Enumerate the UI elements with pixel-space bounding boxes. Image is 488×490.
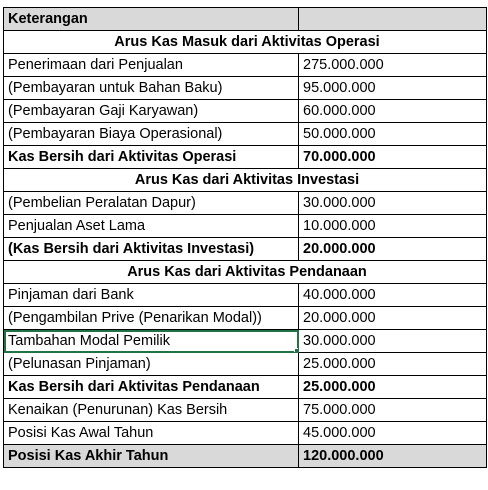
value-cell[interactable]: 45.000.000 [299,422,487,445]
value-cell[interactable]: 95.000.000 [299,77,487,100]
cash-flow-table [3,7,487,468]
subtotal-row [4,238,487,261]
fill-handle[interactable] [294,348,299,353]
subtotal-row [4,376,487,399]
header-row [4,8,487,31]
label-cell[interactable]: (Pembayaran untuk Bahan Baku) [4,77,299,100]
section-header-cell[interactable]: Arus Kas dari Aktivitas Pendanaan [4,261,487,284]
table-row [4,353,487,376]
table-row [4,307,487,330]
label-cell[interactable]: Penerimaan dari Penjualan [4,54,299,77]
table-row [4,284,487,307]
table-row [4,422,487,445]
table-row [4,215,487,238]
table-row [4,192,487,215]
table-row [4,399,487,422]
section-header-row [4,31,487,54]
value-cell[interactable]: 40.000.000 [299,284,487,307]
label-cell[interactable]: (Pengambilan Prive (Penarikan Modal)) [4,307,299,330]
section-header-cell[interactable]: Arus Kas Masuk dari Aktivitas Operasi [4,31,487,54]
selected-cell[interactable]: Tambahan Modal Pemilik [4,330,299,353]
table-row [4,123,487,146]
value-cell[interactable]: 20.000.000 [299,238,487,261]
value-cell[interactable]: 30.000.000 [299,330,487,353]
grand-total-row [4,445,487,468]
label-cell[interactable]: (Pelunasan Pinjaman) [4,353,299,376]
label-cell[interactable]: (Pembayaran Biaya Operasional) [4,123,299,146]
value-cell[interactable]: 75.000.000 [299,399,487,422]
label-cell[interactable]: Kenaikan (Penurunan) Kas Bersih [4,399,299,422]
value-cell[interactable]: 30.000.000 [299,192,487,215]
label-cell[interactable]: (Pembelian Peralatan Dapur) [4,192,299,215]
label-cell[interactable]: (Pembayaran Gaji Karyawan) [4,100,299,123]
label-cell[interactable]: Posisi Kas Akhir Tahun [4,445,299,468]
section-header-row [4,169,487,192]
table-row [4,330,487,353]
section-header-row [4,261,487,284]
value-cell[interactable]: 70.000.000 [299,146,487,169]
label-cell[interactable]: (Kas Bersih dari Aktivitas Investasi) [4,238,299,261]
header-cell-value[interactable] [299,8,487,31]
value-cell[interactable]: 275.000.000 [299,54,487,77]
value-cell[interactable]: 25.000.000 [299,376,487,399]
label-cell[interactable]: Penjualan Aset Lama [4,215,299,238]
value-cell[interactable]: 10.000.000 [299,215,487,238]
label-cell[interactable]: Kas Bersih dari Aktivitas Operasi [4,146,299,169]
value-cell[interactable]: 60.000.000 [299,100,487,123]
table-row [4,77,487,100]
value-cell[interactable]: 50.000.000 [299,123,487,146]
header-cell-keterangan[interactable]: Keterangan [4,8,299,31]
section-header-cell[interactable]: Arus Kas dari Aktivitas Investasi [4,169,487,192]
label-cell[interactable]: Posisi Kas Awal Tahun [4,422,299,445]
subtotal-row [4,146,487,169]
table-row [4,100,487,123]
label-cell[interactable]: Pinjaman dari Bank [4,284,299,307]
value-cell[interactable]: 25.000.000 [299,353,487,376]
table-row [4,54,487,77]
value-cell[interactable]: 20.000.000 [299,307,487,330]
label-cell[interactable]: Kas Bersih dari Aktivitas Pendanaan [4,376,299,399]
value-cell[interactable]: 120.000.000 [299,445,487,468]
